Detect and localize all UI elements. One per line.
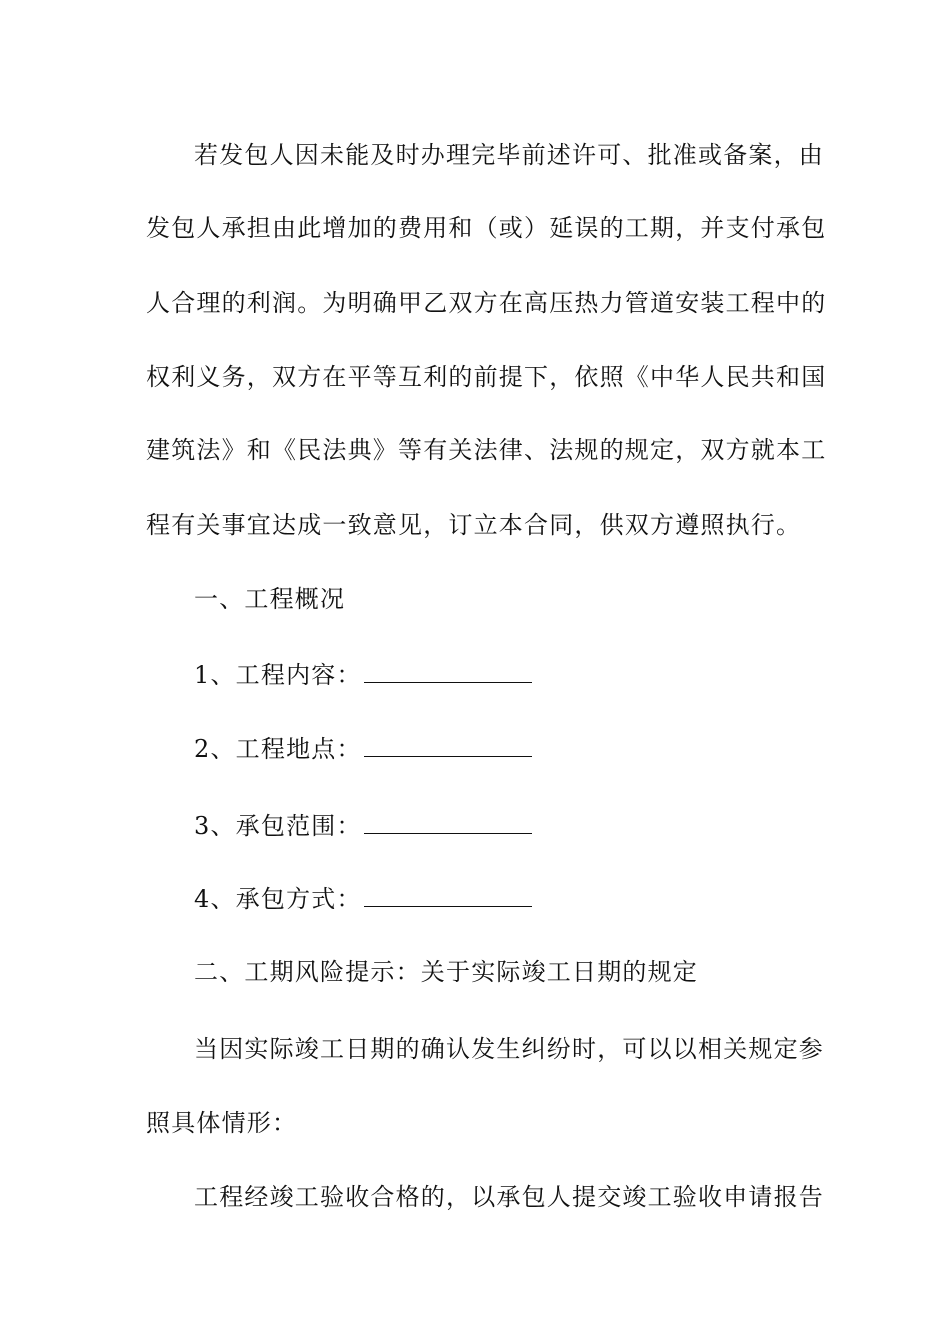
- form-item-project-content: [194, 660, 532, 690]
- blank-field: [364, 663, 532, 683]
- section-heading: 二、工期风险提示：关于实际竣工日期的规定: [194, 958, 698, 986]
- paragraph-line: 照具体情形：: [146, 1109, 298, 1137]
- paragraph-line: 若发包人因未能及时办理完毕前述许可、批准或备案，由: [194, 141, 824, 169]
- blank-field: [364, 737, 532, 757]
- form-item-label: 2、工程地点：: [194, 735, 362, 763]
- form-item-label: 1、工程内容：: [194, 661, 362, 689]
- section-heading: 一、工程概况: [194, 585, 346, 613]
- form-item-project-location: [194, 734, 532, 764]
- paragraph-line: 工程经竣工验收合格的，以承包人提交竣工验收申请报告: [194, 1183, 824, 1211]
- paragraph-line: 程有关事宜达成一致意见，订立本合同，供双方遵照执行。: [146, 511, 802, 539]
- blank-field: [364, 887, 532, 907]
- form-item-label: 4、承包方式：: [194, 885, 362, 913]
- paragraph-line: 发包人承担由此增加的费用和（或）延误的工期，并支付承包: [146, 214, 827, 242]
- blank-field: [364, 814, 532, 834]
- paragraph-line: 人合理的利润。为明确甲乙双方在高压热力管道安装工程中的: [146, 289, 827, 317]
- form-item-contract-scope: [194, 811, 532, 841]
- paragraph-line: 权利义务，双方在平等互利的前提下，依照《中华人民共和国: [146, 363, 827, 391]
- form-item-label: 3、承包范围：: [194, 812, 362, 840]
- form-item-contract-method: [194, 884, 532, 914]
- paragraph-line: 当因实际竣工日期的确认发生纠纷时，可以以相关规定参: [194, 1035, 824, 1063]
- paragraph-line: 建筑法》和《民法典》等有关法律、法规的规定，双方就本工: [146, 436, 827, 464]
